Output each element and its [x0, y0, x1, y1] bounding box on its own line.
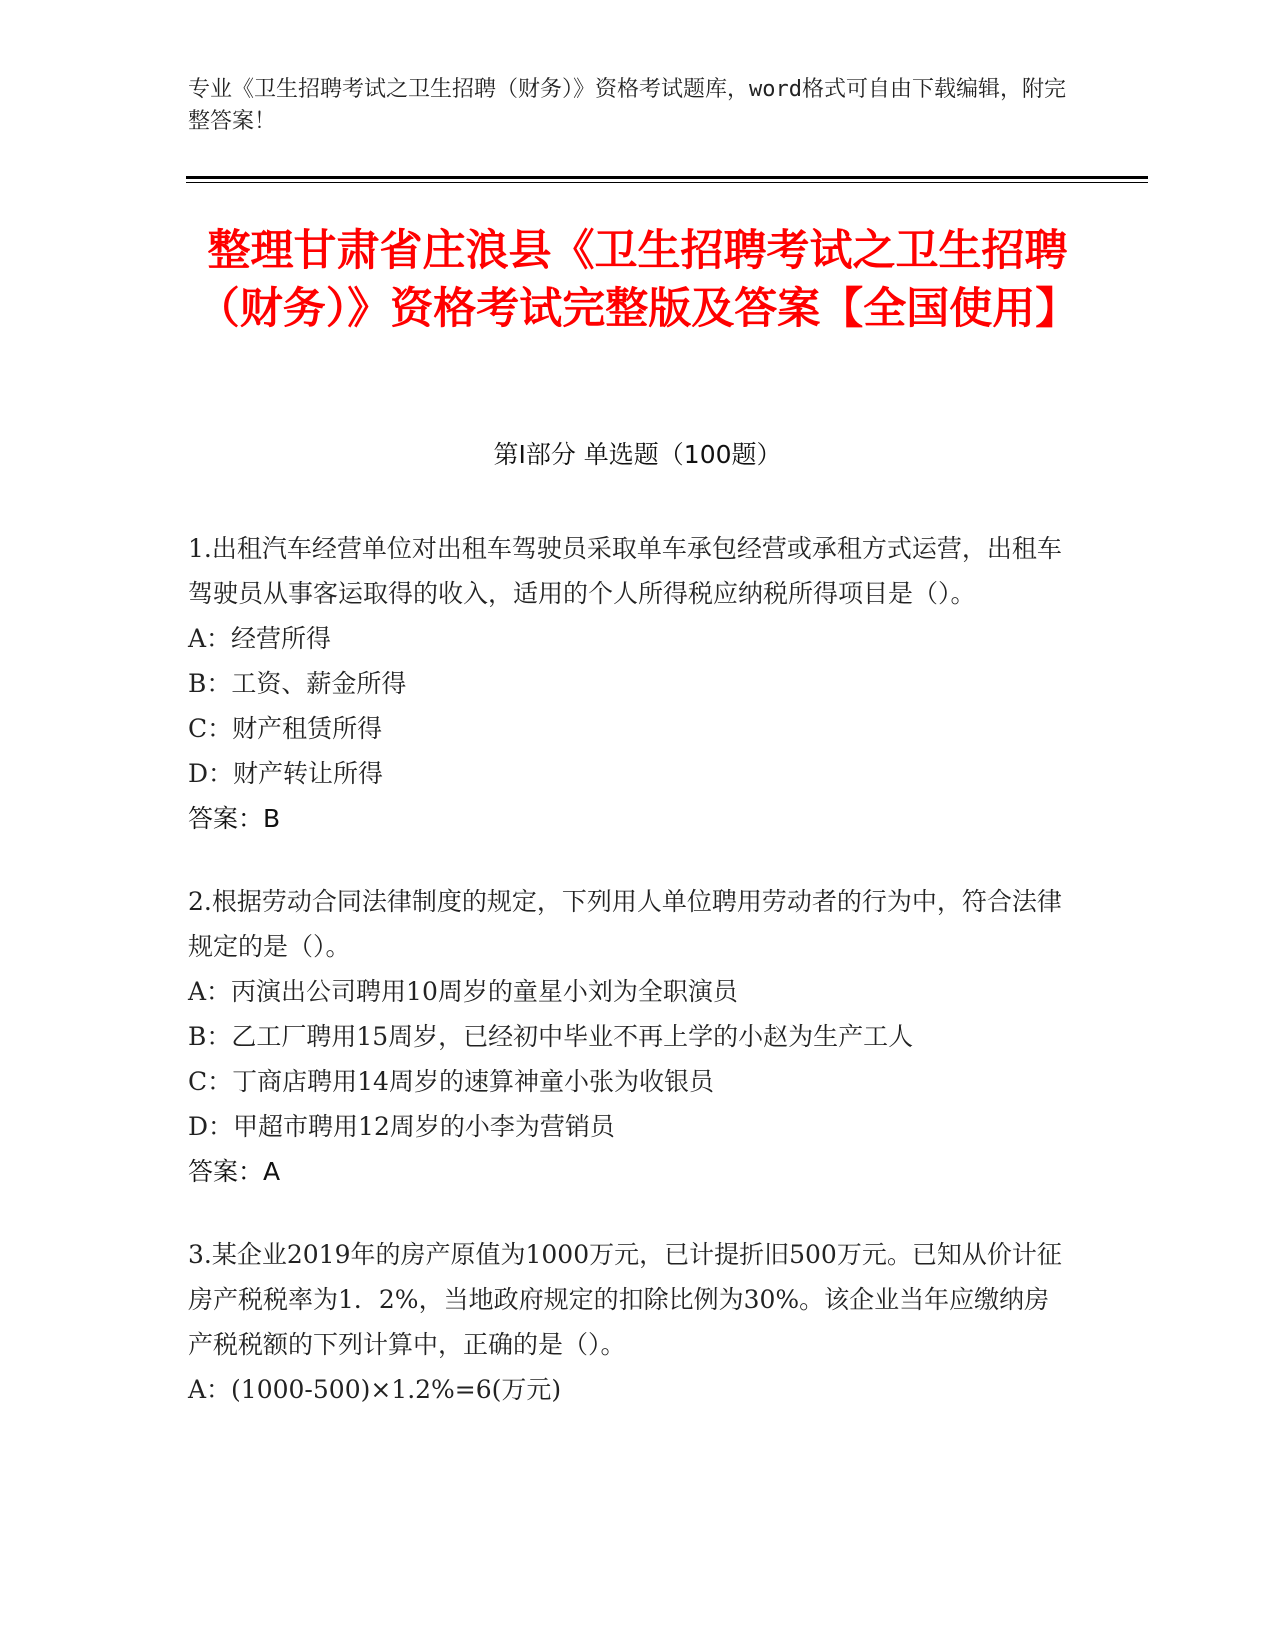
header-note: 专业《卫生招聘考试之卫生招聘（财务）》资格考试题库，word格式可自由下载编辑，附完整答案！ [188, 77, 1066, 134]
option-b: B：乙工厂聘用15周岁，已经初中毕业不再上学的小赵为生产工人 [188, 1022, 914, 1051]
section-heading: 第Ⅰ部分 单选题（100题） [493, 440, 782, 469]
question-stem: 3.某企业2019年的房产原值为1000万元，已计提折旧500万元。已知从价计征房产税税率为1．2%，当地政府规定的扣除比例为30%。该企业当年应缴纳房产税税额的下列计算中，正确的是（）。 [188, 1240, 1062, 1359]
answer-line: 答案：B [188, 804, 281, 833]
option-a: A：经营所得 [188, 624, 332, 653]
option-a: A：(1000-500)×1.2%=6(万元) [188, 1375, 562, 1404]
document-title: 整理甘肃省庄浪县《卫生招聘考试之卫生招聘（财务）》资格考试完整版及答案【全国使用】 [196, 226, 1079, 334]
question-stem: 1.出租汽车经营单位对出租车驾驶员采取单车承包经营或承租方式运营，出租车驾驶员从事客运取得的收入，适用的个人所得税应纳税所得项目是（）。 [188, 534, 1062, 608]
question-list [188, 526, 1068, 1450]
option-c: C：丁商店聘用14周岁的速算神童小张为收银员 [188, 1067, 714, 1096]
option-d: D：财产转让所得 [188, 759, 384, 788]
question-2 [188, 879, 1068, 1194]
answer-line: 答案：A [188, 1157, 281, 1186]
question-1 [188, 526, 1068, 841]
header-rule-thin [186, 182, 1148, 183]
option-a: A：丙演出公司聘用10周岁的童星小刘为全职演员 [188, 977, 738, 1006]
option-b: B：工资、薪金所得 [188, 669, 407, 698]
question-stem: 2.根据劳动合同法律制度的规定，下列用人单位聘用劳动者的行为中，符合法律规定的是（）。 [188, 887, 1062, 961]
question-3 [188, 1232, 1068, 1412]
option-d: D：甲超市聘用12周岁的小李为营销员 [188, 1112, 615, 1141]
option-c: C：财产租赁所得 [188, 714, 383, 743]
header-rule-thick [186, 176, 1148, 179]
